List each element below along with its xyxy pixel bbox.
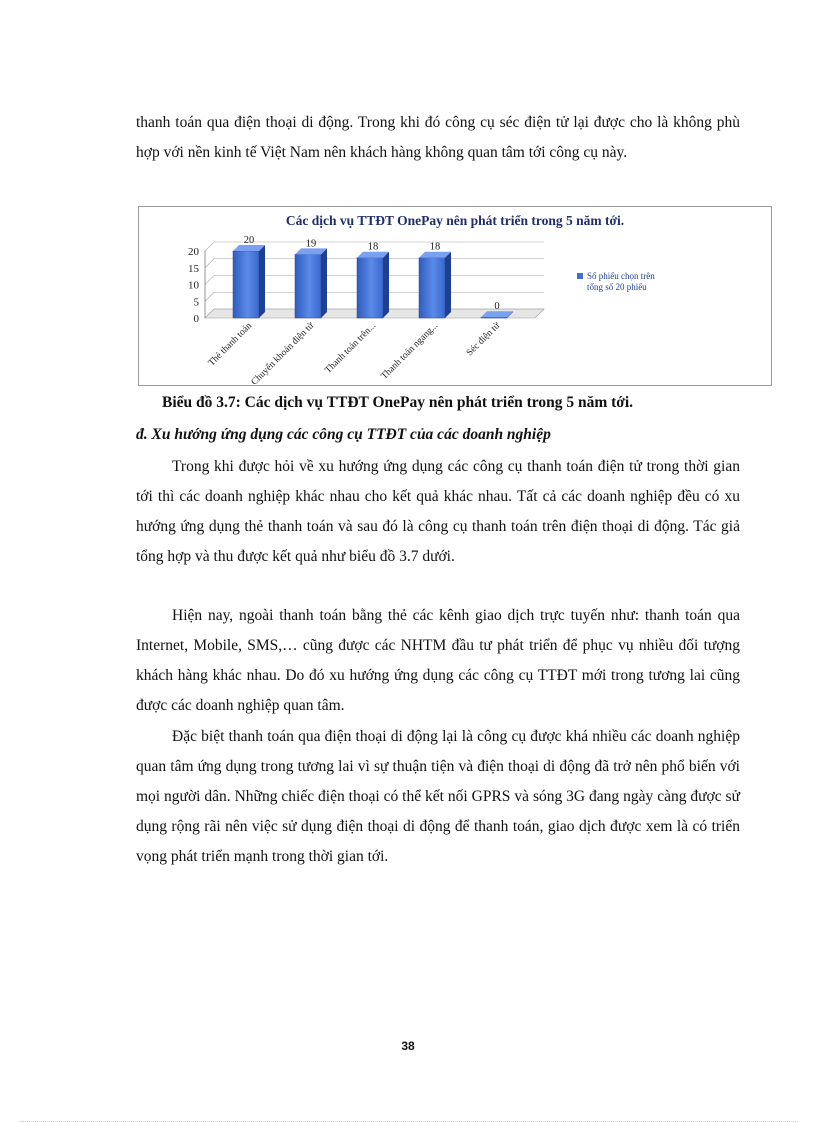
bar-side (445, 252, 451, 318)
figure-caption: Biểu đồ 3.7: Các dịch vụ TTĐT OnePay nên phát triển trong 5 năm tới. (162, 394, 634, 411)
y-tick-label: 10 (188, 279, 199, 292)
intro-paragraph: thanh toán qua điện thoại di động. Trong khi đó công cụ séc điện tử lại được cho là không phù hợp với nền kinh tế Việt Nam nên khách hàng không quan tâm tới công cụ này. (136, 114, 740, 161)
x-tick-label: Thanh toán trên... (323, 321, 379, 376)
x-tick-label: Thanh toán ngang... (379, 321, 441, 382)
data-label: 19 (305, 238, 317, 250)
section-heading: đ. Xu hướng ứng dụng các công cụ TTĐT của các doanh nghiệp (136, 426, 551, 443)
bar-chart-svg (139, 207, 771, 385)
page-bottom-border (20, 1121, 796, 1122)
legend-label: tổng số 20 phiếu (587, 282, 647, 292)
y-tick-label: 5 (193, 296, 199, 309)
body-paragraph-2: Hiện nay, ngoài thanh toán bằng thẻ các kênh giao dịch trực tuyến như: thanh toán qua Internet, Mobile, SMS,… cũng được các NHTM đầu tư phát triển để phục vụ nhiều đối tượng khách hàng khác nhau. Do đó xu hướng ứng dụng các công cụ TTĐT mới trong tương lai cũng được các doanh nghiệp quan tâm. (136, 607, 740, 714)
data-label: 20 (243, 235, 255, 246)
bar (295, 254, 321, 318)
y-tick-label: 15 (188, 262, 199, 275)
bar-chart (138, 206, 772, 386)
bar (357, 258, 383, 318)
body-paragraph-3: Đặc biệt thanh toán qua điện thoại di động lại là công cụ được khá nhiều các doanh nghiệp quan tâm ứng dụng trong tương lai vì sự thuận tiện và điện thoại di động đã trở nên phổ biến với mọi người dân. Những chiếc điện thoại có thể kết nối GPRS và sóng 3G đang ngày càng được sử dụng rộng rãi nên việc sử dụng điện thoại di động để thanh toán, giao dịch được xem là có triển vọng phát triển mạnh trong thời gian tới. (136, 728, 740, 865)
x-tick-label: Chuyển khoản điện tử (249, 321, 317, 385)
data-label: 18 (367, 241, 379, 253)
legend-label: Số phiếu chọn trên (587, 271, 655, 281)
x-tick-label: Thẻ thanh toán (206, 321, 255, 369)
data-label: 0 (494, 301, 500, 313)
bar (419, 258, 445, 318)
bar-side (383, 252, 389, 318)
bar (233, 251, 259, 318)
y-tick-label: 20 (188, 246, 199, 258)
bar-side (259, 245, 265, 318)
legend-swatch (577, 273, 583, 279)
y-tick-label: 0 (193, 313, 199, 325)
data-label: 18 (429, 241, 441, 253)
bar-side (321, 248, 327, 318)
bar (481, 317, 507, 318)
x-tick-label: Séc điện tử (464, 321, 503, 359)
body-paragraph-1: Trong khi được hỏi về xu hướng ứng dụng các công cụ thanh toán điện tử trong thời gian tới thì các doanh nghiệp khác nhau cho kết quả khác nhau. Tất cả các doanh nghiệp đều có xu hướng ứng dụng thẻ thanh toán và sau đó là công cụ thanh toán trên điện thoại di động. Tác giả tổng hợp và thu được kết quả như biểu đồ 3.7 dưới. (136, 458, 740, 565)
chart-title: Các dịch vụ TTĐT OnePay nên phát triển trong 5 năm tới. (285, 213, 625, 228)
page-number: 38 (401, 1039, 415, 1053)
